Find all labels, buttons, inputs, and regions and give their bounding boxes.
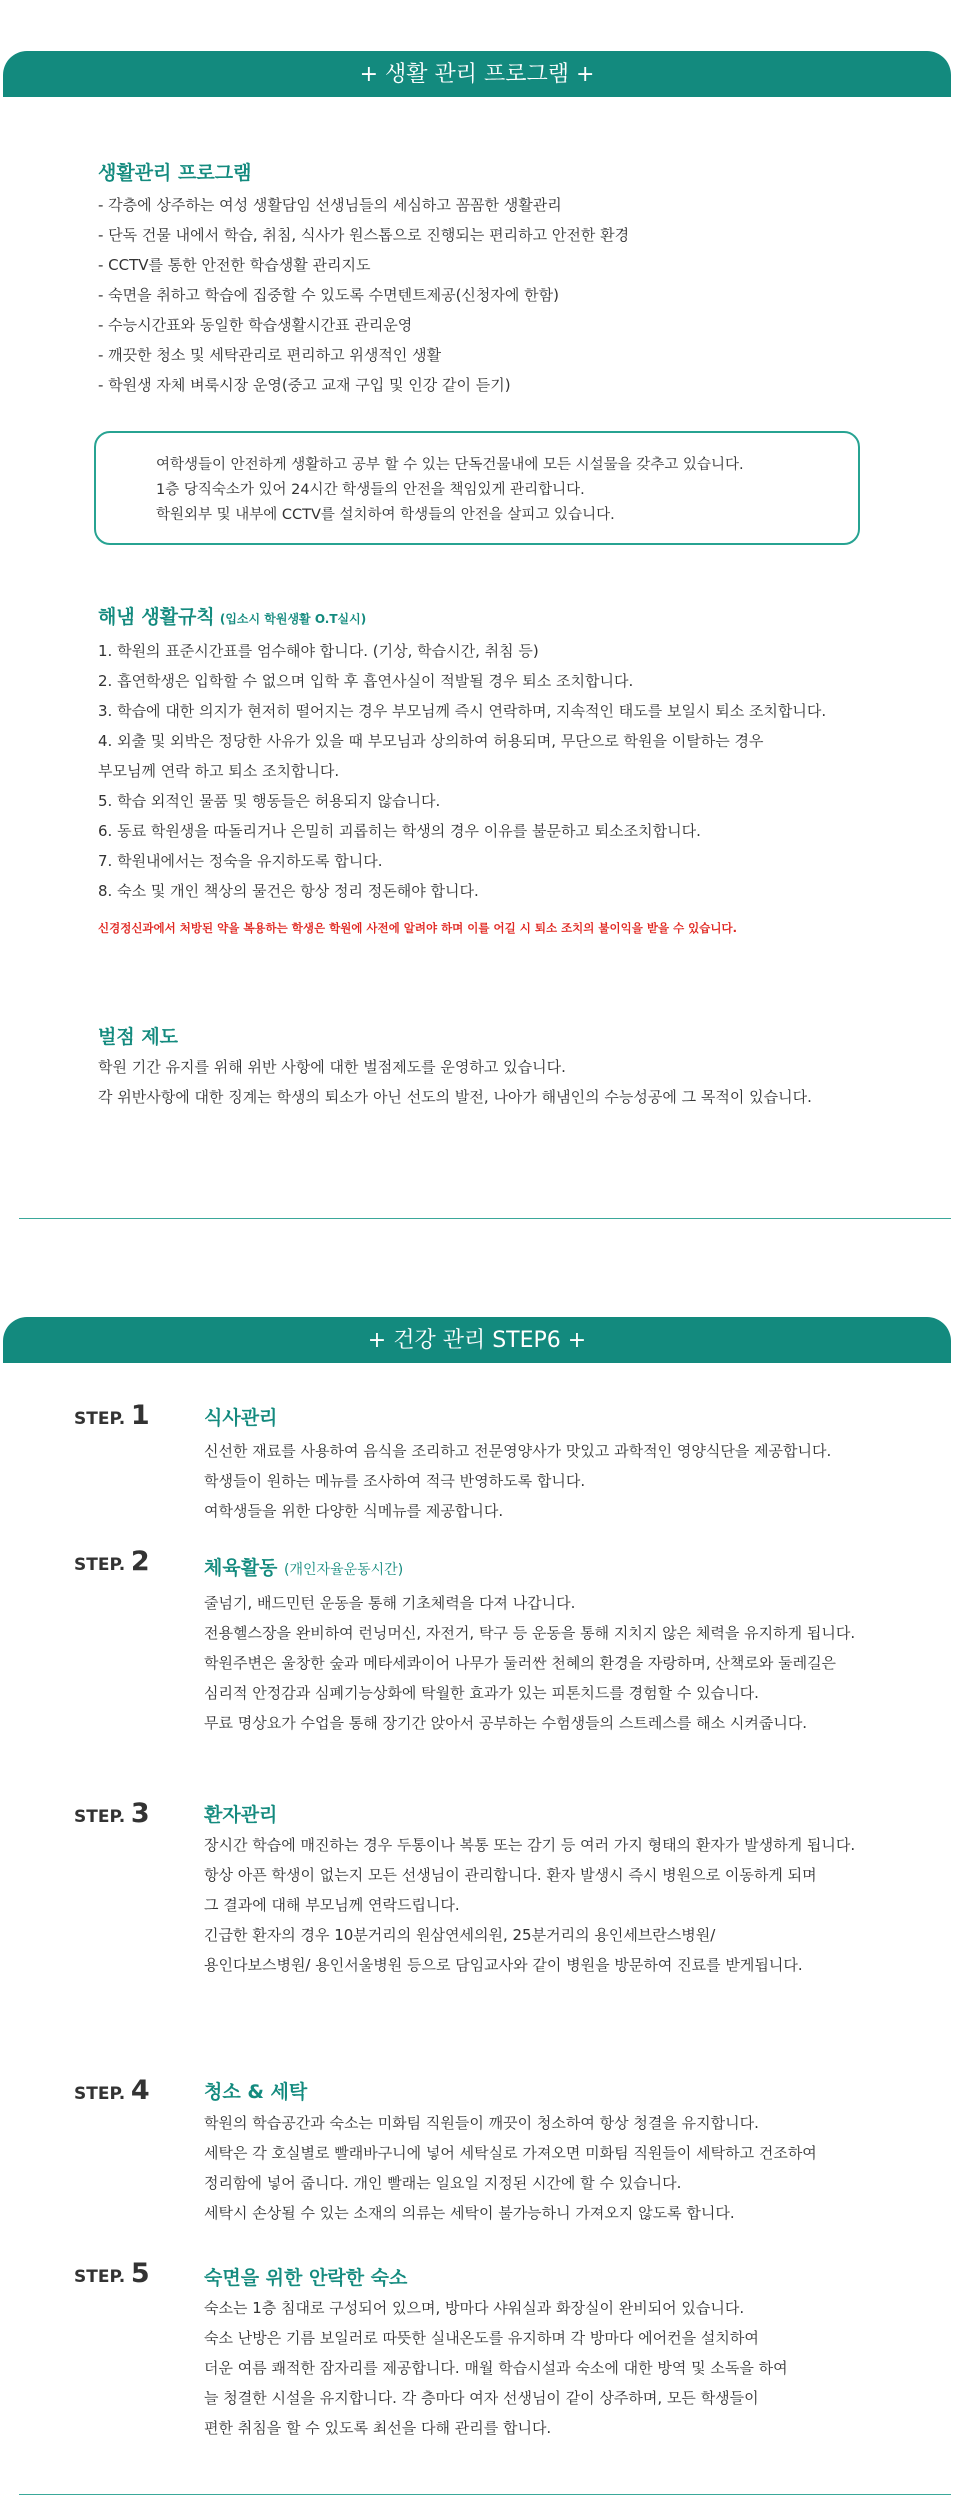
step-line: 학원주변은 울창한 숲과 메타세콰이어 나무가 둘러싼 천혜의 환경을 자랑하며, 산책로와 둘레길은 (204, 1654, 837, 1672)
rule-item: 부모님께 연락 하고 퇴소 조치합니다. (98, 762, 340, 780)
program-item: - 수능시간표와 동일한 학습생활시간표 관리운영 (98, 316, 413, 334)
penalty-title: 벌점 제도 (98, 1026, 179, 1048)
rule-item: 5. 학습 외적인 물품 및 행동들은 허용되지 않습니다. (98, 792, 441, 810)
step-1-title: 식사관리 (204, 1407, 278, 1429)
step-line: 줄넘기, 배드민턴 운동을 통해 기초체력을 다져 나갑니다. (204, 1594, 576, 1612)
step-4-label: STEP. 4 (74, 2075, 150, 2106)
section-divider (19, 1218, 951, 1219)
step-line: 심리적 안정감과 심폐기능상화에 탁월한 효과가 있는 피톤치드를 경험할 수 있습니다. (204, 1684, 759, 1702)
rule-item: 1. 학원의 표준시간표를 엄수해야 합니다. (기상, 학습시간, 취침 등) (98, 642, 539, 660)
step-line: 학원의 학습공간과 숙소는 미화팀 직원들이 깨끗이 청소하여 항상 청결을 유지합니다. (204, 2114, 759, 2132)
program-item: - 학원생 자체 벼룩시장 운영(중고 교재 구입 및 인강 같이 듣기) (98, 376, 511, 394)
step-line: 숙소는 1층 침대로 구성되어 있으며, 방마다 샤워실과 화장실이 완비되어 있습니다. (204, 2299, 745, 2317)
rule-item: 6. 동료 학원생을 따돌리거나 은밀히 괴롭히는 학생의 경우 이유를 불문하고 퇴소조치합니다. (98, 822, 701, 840)
rule-item: 3. 학습에 대한 의지가 현저히 떨어지는 경우 부모님께 즉시 연락하며, 지속적인 태도를 보일시 퇴소 조치합니다. (98, 702, 827, 720)
step-line: 장시간 학습에 매진하는 경우 두통이나 복통 또는 감기 등 여러 가지 형태의 환자가 발생하게 됩니다. (204, 1836, 856, 1854)
step-line: 편한 취침을 할 수 있도록 최선을 다해 관리를 합니다. (204, 2419, 552, 2437)
step-line: 여학생들을 위한 다양한 식메뉴를 제공합니다. (204, 1502, 504, 1520)
step-1-label: STEP. 1 (74, 1400, 150, 1431)
rules-note: (입소시 학원생활 O.T실시) (219, 612, 367, 626)
program-title: 생활관리 프로그램 (98, 162, 252, 184)
step-5-label: STEP. 5 (74, 2258, 150, 2289)
program-item: - 깨끗한 청소 및 세탁관리로 편리하고 위생적인 생활 (98, 346, 442, 364)
step-2-title: 체육활동 (개인자율운동시간) (204, 1557, 404, 1579)
program-item: - CCTV를 통한 안전한 학습생활 관리지도 (98, 256, 371, 274)
rule-item: 7. 학원내에서는 정숙을 유지하도록 합니다. (98, 852, 383, 870)
step-2-subtitle: (개인자율운동시간) (284, 1562, 404, 1578)
penalty-line: 학원 기간 유지를 위해 위반 사항에 대한 벌점제도를 운영하고 있습니다. (98, 1058, 566, 1076)
program-item: - 각층에 상주하는 여성 생활담임 선생님들의 세심하고 꼼꼼한 생활관리 (98, 196, 562, 214)
step-line: 긴급한 환자의 경우 10분거리의 원삼연세의원, 25분거리의 용인세브란스병원/ (204, 1926, 716, 1944)
step-line: 세탁시 손상될 수 있는 소재의 의류는 세탁이 불가능하니 가져오지 않도록 합니다. (204, 2204, 735, 2222)
step-line: 항상 아픈 학생이 없는지 모든 선생님이 관리합니다. 환자 발생시 즉시 병원으로 이동하게 되며 (204, 1866, 817, 1884)
section-divider (19, 2494, 951, 2495)
step-line: 신선한 재료를 사용하여 음식을 조리하고 전문영양사가 맛있고 과학적인 영양식단을 제공합니다. (204, 1442, 832, 1460)
step-line: 세탁은 각 호실별로 빨래바구니에 넣어 세탁실로 가져오면 미화팀 직원들이 세탁하고 건조하여 (204, 2144, 817, 2162)
penalty-line: 각 위반사항에 대한 징계는 학생의 퇴소가 아닌 선도의 발전, 나아가 해냄인의 수능성공에 그 목적이 있습니다. (98, 1088, 812, 1106)
program-item: - 단독 건물 내에서 학습, 취침, 식사가 원스톱으로 진행되는 편리하고 안전한 환경 (98, 226, 630, 244)
step-line: 전용헬스장을 완비하여 런닝머신, 자전거, 탁구 등 운동을 통해 지치지 않은 체력을 유지하게 됩니다. (204, 1624, 856, 1642)
step-line: 더운 여름 쾌적한 잠자리를 제공합니다. 매월 학습시설과 숙소에 대한 방역 및 소독을 하여 (204, 2359, 788, 2377)
rules-heading (98, 602, 366, 629)
step-line: 무료 명상요가 수업을 통해 장기간 앉아서 공부하는 수험생들의 스트레스를 해소 시켜줍니다. (204, 1714, 808, 1732)
step-line: 정리함에 넣어 줍니다. 개인 빨래는 일요일 지정된 시간에 할 수 있습니다. (204, 2174, 682, 2192)
step-5-title: 숙면을 위한 안락한 숙소 (204, 2267, 408, 2289)
rules-title: 해냄 생활규칙 (98, 606, 215, 628)
step-line: 그 결과에 대해 부모님께 연락드립니다. (204, 1896, 460, 1914)
step-line: 늘 청결한 시설을 유지합니다. 각 층마다 여자 선생님이 같이 상주하며, 모든 학생들이 (204, 2389, 759, 2407)
step-4-title: 청소 & 세탁 (204, 2081, 308, 2103)
rule-item: 4. 외출 및 외박은 정당한 사유가 있을 때 부모님과 상의하여 허용되며, 무단으로 학원을 이탈하는 경우 (98, 732, 764, 750)
rule-item: 8. 숙소 및 개인 책상의 물건은 항상 정리 정돈해야 합니다. (98, 882, 479, 900)
step-3-label: STEP. 3 (74, 1798, 150, 1829)
health-section-banner: + 건강 관리 STEP6 + (3, 1317, 951, 1363)
safety-info-line: 1층 당직숙소가 있어 24시간 학생들의 안전을 책임있게 관리합니다. (156, 482, 585, 498)
life-section-banner: + 생활 관리 프로그램 + (3, 51, 951, 97)
step-line: 학생들이 원하는 메뉴를 조사하여 적극 반영하도록 합니다. (204, 1472, 586, 1490)
medication-warning: 신경정신과에서 처방된 약을 복용하는 학생은 학원에 사전에 알려야 하며 이를 어길 시 퇴소 조치의 불이익을 받을 수 있습니다. (98, 921, 737, 935)
step-line: 용인다보스병원/ 용인서울병원 등으로 담임교사와 같이 병원을 방문하여 진료를 받게됩니다. (204, 1956, 803, 1974)
step-3-title: 환자관리 (204, 1804, 278, 1826)
step-2-label: STEP. 2 (74, 1546, 150, 1577)
rule-item: 2. 흡연학생은 입학할 수 없으며 입학 후 흡연사실이 적발될 경우 퇴소 조치합니다. (98, 672, 634, 690)
step-line: 숙소 난방은 기름 보일러로 따뜻한 실내온도를 유지하며 각 방마다 에어컨을 설치하여 (204, 2329, 759, 2347)
safety-info-box (94, 431, 860, 545)
safety-info-line: 여학생들이 안전하게 생활하고 공부 할 수 있는 단독건물내에 모든 시설물을 갖추고 있습니다. (156, 457, 744, 473)
safety-info-line: 학원외부 및 내부에 CCTV를 설치하여 학생들의 안전을 살피고 있습니다. (156, 507, 615, 523)
program-item: - 숙면을 취하고 학습에 집중할 수 있도록 수면텐트제공(신청자에 한함) (98, 286, 559, 304)
